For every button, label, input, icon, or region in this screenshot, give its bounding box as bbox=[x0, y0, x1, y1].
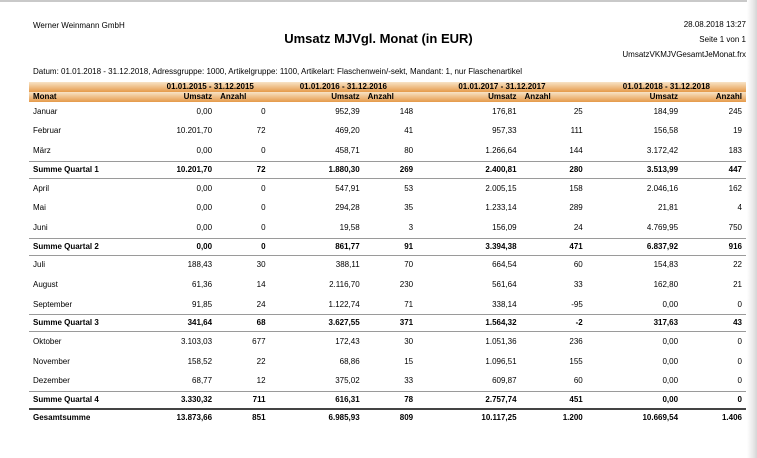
umsatz-cell: 957,33 bbox=[492, 126, 517, 136]
anzahl-cell: 1.200 bbox=[521, 409, 587, 426]
anzahl-cell: 70 bbox=[404, 260, 414, 270]
umsatz-cell: 21,81 bbox=[658, 203, 679, 213]
umsatz-cell: 188,43 bbox=[187, 260, 213, 270]
month-row bbox=[29, 255, 746, 275]
umsatz-cell: 156,58 bbox=[653, 126, 679, 136]
anzahl-cell: 916 bbox=[682, 238, 746, 255]
anzahl-cell: 4 bbox=[737, 203, 742, 213]
umsatz-cell: 91,85 bbox=[192, 299, 213, 309]
umsatz-cell: 547,91 bbox=[335, 183, 360, 193]
anzahl-cell: 183 bbox=[728, 145, 742, 155]
anzahl-cell: 21 bbox=[733, 279, 742, 289]
umsatz-cell: 861,77 bbox=[270, 238, 364, 255]
anzahl-cell: 750 bbox=[728, 222, 742, 232]
umsatz-cell: 294,28 bbox=[335, 203, 360, 213]
header-blank bbox=[29, 82, 151, 92]
anzahl-cell: 72 bbox=[256, 126, 266, 136]
anzahl-cell: 78 bbox=[364, 392, 417, 410]
anzahl-cell: 0 bbox=[261, 203, 266, 213]
umsatz-cell: 156,09 bbox=[492, 222, 517, 232]
umsatz-cell: 154,83 bbox=[653, 260, 679, 270]
period-2017-header: 01.01.2017 - 31.12.2017 bbox=[417, 82, 587, 92]
anzahl-cell: 30 bbox=[404, 337, 414, 347]
anzahl-column-header: Anzahl bbox=[682, 92, 746, 102]
anzahl-cell: 677 bbox=[252, 337, 266, 347]
umsatz-cell: 1.233,14 bbox=[485, 203, 517, 213]
umsatz-cell: 0,00 bbox=[196, 183, 213, 193]
row-label: Februar bbox=[33, 126, 62, 136]
anzahl-column-header: Anzahl bbox=[364, 92, 417, 102]
row-label: Juni bbox=[33, 222, 48, 232]
umsatz-cell: 61,36 bbox=[192, 279, 213, 289]
month-row bbox=[29, 352, 746, 372]
period-header-row bbox=[29, 82, 746, 92]
anzahl-cell: 245 bbox=[728, 106, 742, 116]
anzahl-cell: 0 bbox=[737, 376, 742, 386]
umsatz-cell: 1.051,36 bbox=[485, 337, 517, 347]
anzahl-cell: 0 bbox=[261, 106, 266, 116]
umsatz-cell: 388,11 bbox=[335, 260, 360, 270]
anzahl-cell: 711 bbox=[216, 392, 269, 410]
umsatz-column-header: Umsatz bbox=[587, 92, 682, 102]
month-row bbox=[29, 295, 746, 315]
umsatz-cell: 184,99 bbox=[653, 106, 679, 116]
anzahl-cell: 447 bbox=[682, 161, 746, 178]
report-filename: UmsatzVKMJVGesamtJeMonat.frx bbox=[622, 50, 746, 59]
umsatz-cell: 341,64 bbox=[151, 315, 216, 332]
grand-total-row bbox=[29, 409, 746, 426]
anzahl-cell: 851 bbox=[216, 409, 269, 426]
company-name: Werner Weinmann GmbH bbox=[33, 21, 125, 30]
umsatz-cell: 1.564,32 bbox=[417, 315, 520, 332]
anzahl-cell: 14 bbox=[256, 279, 266, 289]
anzahl-cell: 0 bbox=[261, 183, 266, 193]
umsatz-cell: 13.873,66 bbox=[151, 409, 216, 426]
umsatz-cell: 2.046,16 bbox=[646, 183, 679, 193]
anzahl-cell: 71 bbox=[404, 299, 414, 309]
anzahl-cell: 41 bbox=[404, 126, 414, 136]
row-label: Mai bbox=[33, 203, 46, 213]
report-title: Umsatz MJVgl. Monat (in EUR) bbox=[284, 31, 473, 46]
umsatz-cell: 68,86 bbox=[339, 356, 360, 366]
table-body bbox=[29, 102, 746, 426]
anzahl-cell: 230 bbox=[399, 279, 414, 289]
umsatz-cell: 10.201,70 bbox=[176, 126, 213, 136]
umsatz-cell: 10.669,54 bbox=[587, 409, 682, 426]
anzahl-cell: 809 bbox=[364, 409, 417, 426]
row-label: Dezember bbox=[33, 376, 70, 386]
umsatz-cell: 3.172,42 bbox=[646, 145, 679, 155]
anzahl-cell: 3 bbox=[408, 222, 414, 232]
anzahl-column-header: Anzahl bbox=[216, 92, 269, 102]
umsatz-cell: 3.103,03 bbox=[180, 337, 213, 347]
umsatz-column-header: Umsatz bbox=[417, 92, 520, 102]
month-row bbox=[29, 275, 746, 295]
anzahl-cell: 15 bbox=[404, 356, 414, 366]
anzahl-cell: 25 bbox=[573, 106, 583, 116]
column-header-row bbox=[29, 92, 746, 102]
umsatz-cell: 2.116,70 bbox=[329, 279, 360, 289]
anzahl-cell: 80 bbox=[404, 145, 414, 155]
umsatz-cell: 3.330,32 bbox=[151, 392, 216, 410]
row-label: Summe Quartal 3 bbox=[29, 315, 151, 332]
anzahl-cell: 35 bbox=[404, 203, 414, 213]
anzahl-cell: 19 bbox=[733, 126, 742, 136]
umsatz-cell: 375,02 bbox=[335, 376, 360, 386]
anzahl-cell: 0 bbox=[737, 337, 742, 347]
umsatz-cell: 317,63 bbox=[587, 315, 682, 332]
anzahl-cell: 162 bbox=[728, 183, 742, 193]
umsatz-cell: 616,31 bbox=[270, 392, 364, 410]
umsatz-cell: 0,00 bbox=[662, 299, 679, 309]
anzahl-cell: 30 bbox=[256, 260, 266, 270]
umsatz-cell: 0,00 bbox=[587, 392, 682, 410]
umsatz-cell: 10.201,70 bbox=[151, 161, 216, 178]
anzahl-cell: 371 bbox=[364, 315, 417, 332]
umsatz-cell: 469,20 bbox=[335, 126, 360, 136]
anzahl-cell: 0 bbox=[682, 392, 746, 410]
umsatz-cell: 158,52 bbox=[187, 356, 213, 366]
quarter-sum-row bbox=[29, 161, 746, 178]
anzahl-cell: 33 bbox=[573, 279, 583, 289]
umsatz-cell: 10.117,25 bbox=[417, 409, 520, 426]
anzahl-cell: 0 bbox=[737, 299, 742, 309]
umsatz-column-header: Umsatz bbox=[151, 92, 216, 102]
umsatz-cell: 176,81 bbox=[492, 106, 517, 116]
anzahl-cell: -2 bbox=[521, 315, 587, 332]
umsatz-cell: 338,14 bbox=[492, 299, 517, 309]
umsatz-cell: 19,58 bbox=[339, 222, 360, 232]
row-label: Summe Quartal 2 bbox=[29, 238, 151, 255]
row-label: März bbox=[33, 145, 51, 155]
anzahl-cell: 68 bbox=[216, 315, 269, 332]
anzahl-cell: 471 bbox=[521, 238, 587, 255]
month-row bbox=[29, 178, 746, 198]
umsatz-cell: 2.005,15 bbox=[485, 183, 517, 193]
anzahl-cell: -95 bbox=[571, 299, 583, 309]
anzahl-cell: 144 bbox=[569, 145, 583, 155]
month-row bbox=[29, 332, 746, 352]
period-2016-header: 01.01.2016 - 31.12.2016 bbox=[270, 82, 418, 92]
anzahl-cell: 0 bbox=[216, 238, 269, 255]
anzahl-cell: 22 bbox=[733, 260, 742, 270]
month-row bbox=[29, 218, 746, 238]
filter-criteria: Datum: 01.01.2018 - 31.12.2018, Adressgruppe: 1000, Artikelgruppe: 1100, Artikelart: Flaschenwein/-sekt, Mandant: 1, nur Flaschenartikel bbox=[33, 67, 523, 76]
umsatz-cell: 3.627,55 bbox=[270, 315, 364, 332]
umsatz-cell: 0,00 bbox=[662, 356, 679, 366]
month-row bbox=[29, 122, 746, 142]
umsatz-cell: 3.394,38 bbox=[417, 238, 520, 255]
anzahl-column-header: Anzahl bbox=[521, 92, 587, 102]
anzahl-cell: 43 bbox=[682, 315, 746, 332]
anzahl-cell: 289 bbox=[569, 203, 583, 213]
umsatz-cell: 3.513,99 bbox=[587, 161, 682, 178]
anzahl-cell: 53 bbox=[404, 183, 414, 193]
period-2018-header: 01.01.2018 - 31.12.2018 bbox=[587, 82, 746, 92]
umsatz-cell: 1.880,30 bbox=[270, 161, 364, 178]
page-number: Seite 1 von 1 bbox=[699, 35, 746, 44]
quarter-sum-row bbox=[29, 238, 746, 255]
anzahl-cell: 1.406 bbox=[682, 409, 746, 426]
row-label: April bbox=[33, 183, 50, 193]
month-row bbox=[29, 372, 746, 392]
row-label: Summe Quartal 4 bbox=[29, 392, 151, 410]
row-label: Oktober bbox=[33, 337, 62, 347]
umsatz-cell: 1.096,51 bbox=[485, 356, 517, 366]
row-label: Summe Quartal 1 bbox=[29, 161, 151, 178]
umsatz-cell: 6.985,93 bbox=[270, 409, 364, 426]
umsatz-cell: 162,80 bbox=[653, 279, 679, 289]
anzahl-cell: 24 bbox=[256, 299, 266, 309]
quarter-sum-row bbox=[29, 392, 746, 410]
anzahl-cell: 158 bbox=[569, 183, 583, 193]
month-row bbox=[29, 198, 746, 218]
revenue-table bbox=[29, 82, 746, 426]
anzahl-cell: 0 bbox=[261, 222, 266, 232]
umsatz-cell: 6.837,92 bbox=[587, 238, 682, 255]
umsatz-cell: 68,77 bbox=[192, 376, 213, 386]
umsatz-cell: 458,71 bbox=[335, 145, 360, 155]
umsatz-cell: 0,00 bbox=[196, 203, 213, 213]
umsatz-cell: 1.266,64 bbox=[485, 145, 517, 155]
month-column-header: Monat bbox=[29, 92, 151, 102]
umsatz-cell: 561,64 bbox=[492, 279, 517, 289]
anzahl-cell: 111 bbox=[570, 126, 583, 136]
umsatz-cell: 0,00 bbox=[196, 145, 213, 155]
row-label: November bbox=[33, 356, 70, 366]
anzahl-cell: 148 bbox=[399, 106, 414, 116]
umsatz-cell: 2.757,74 bbox=[417, 392, 520, 410]
quarter-sum-row bbox=[29, 315, 746, 332]
umsatz-cell: 952,39 bbox=[335, 106, 360, 116]
window-top-border bbox=[0, 0, 757, 2]
row-label: Gesamtsumme bbox=[29, 409, 151, 426]
month-row bbox=[29, 141, 746, 161]
anzahl-cell: 72 bbox=[216, 161, 269, 178]
anzahl-cell: 269 bbox=[364, 161, 417, 178]
anzahl-cell: 155 bbox=[569, 356, 583, 366]
umsatz-cell: 664,54 bbox=[492, 260, 517, 270]
row-label: September bbox=[33, 299, 73, 309]
anzahl-cell: 24 bbox=[573, 222, 583, 232]
umsatz-cell: 609,87 bbox=[492, 376, 517, 386]
umsatz-cell: 0,00 bbox=[151, 238, 216, 255]
viewer-right-edge bbox=[747, 0, 757, 458]
anzahl-cell: 33 bbox=[404, 376, 414, 386]
umsatz-cell: 2.400,81 bbox=[417, 161, 520, 178]
umsatz-cell: 1.122,74 bbox=[328, 299, 360, 309]
anzahl-cell: 280 bbox=[521, 161, 587, 178]
anzahl-cell: 91 bbox=[364, 238, 417, 255]
umsatz-cell: 0,00 bbox=[196, 222, 213, 232]
umsatz-cell: 172,43 bbox=[335, 337, 360, 347]
umsatz-cell: 0,00 bbox=[662, 376, 679, 386]
umsatz-column-header: Umsatz bbox=[270, 92, 364, 102]
anzahl-cell: 236 bbox=[569, 337, 583, 347]
month-row bbox=[29, 102, 746, 122]
print-datetime: 28.08.2018 13:27 bbox=[683, 20, 746, 29]
row-label: Januar bbox=[33, 106, 58, 116]
umsatz-cell: 0,00 bbox=[196, 106, 213, 116]
period-2015-header: 01.01.2015 - 31.12.2015 bbox=[151, 82, 270, 92]
umsatz-cell: 4.769,95 bbox=[646, 222, 679, 232]
anzahl-cell: 60 bbox=[573, 376, 583, 386]
anzahl-cell: 0 bbox=[737, 356, 742, 366]
anzahl-cell: 22 bbox=[256, 356, 266, 366]
row-label: Juli bbox=[33, 260, 46, 270]
umsatz-cell: 0,00 bbox=[662, 337, 679, 347]
anzahl-cell: 451 bbox=[521, 392, 587, 410]
anzahl-cell: 0 bbox=[261, 145, 266, 155]
anzahl-cell: 60 bbox=[573, 260, 583, 270]
anzahl-cell: 12 bbox=[256, 376, 266, 386]
row-label: August bbox=[33, 279, 58, 289]
